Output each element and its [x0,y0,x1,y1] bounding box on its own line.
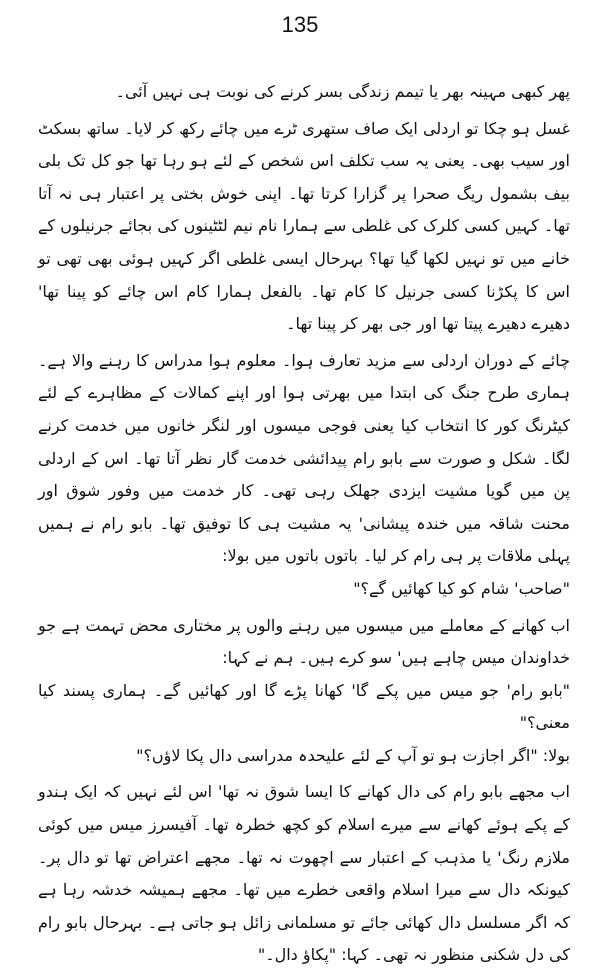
paragraph-4-quote: "صاحب' شام کو کیا کھائیں گے؟" [353,578,570,598]
paragraph-7-quote: بولا: "اگر اجازت ہو تو آپ کے لئے علیحدہ مدراسی دال پکا لاؤں؟" [136,745,570,765]
paragraph-8: اب مجھے بابو رام کی دال کھانے کا ایسا شوق نہ تھا' اس لئے نہیں کہ ایک ہندو کے پکے ہوئے کھانے سے میرے اسلام کو کچھ خطرہ تھا۔ آفیسرز میس میں کوئی ملازم رنگ' یا مذہب کے اعتبار سے اچھوت نہ تھا۔ مجھے اعتراض تھا تو دال پر۔ کیونکہ دال سے میرا اسلام واقعی خطرے میں تھا۔ مجھے ہمیشہ خدشہ رہا ہے کہ اگر مسلسل دال کھائی جائے تو مسلمانی زائل ہو جاتی ہے۔ بہرحال بابو رام کی دل شکنی منظور نہ تھی۔ کہا: "پکاؤ دال۔" [38,782,570,965]
paragraph-1: پھر کبھی مہینہ بھر یا تیمم زندگی بسر کرنے کی نوبت ہی نہیں آئی۔ [115,82,570,101]
paragraph-2: غسل ہو چکا تو اردلی ایک صاف ستھری ٹرے میں چائے رکھ کر لایا۔ ساتھ بسکٹ اور سیب بھی۔ یعنی یہ سب تکلف اس شخص کے لئے ہو رہا تھا جو کل تک بلی بیف بشمول ریگ صحرا پر گزارا کرتا تھا۔ اپنی خوش بختی پر اعتبار ہی نہ آتا تھا۔ کہیں کسی کلرک کی غلطی سے ہمارا نام نیم لٹٹینوں کی بجائے جرنیلوں کے خانے میں تو نہیں لکھا گیا تھا؟ بہرحال ایسی غلطی اگر کہیں ہوئی بھی تھی تو اس کا پکڑنا کسی جرنیل کا کام تھا۔ بالفعل ہمارا کام اس چائے کو پینا تھا' دھیرے دھیرے پیتا تھا اور جی بھر کر پینا تھا۔ [38,118,570,334]
body-text [38,76,570,972]
page-number: 135 [281,12,319,37]
paragraph-6-quote: "بابو رام' جو میس میں پکے گا' کھانا پڑے گا اور کھائیں گے۔ ہماری پسند کیا معنی؟" [38,680,570,733]
paragraph-5: اب کھانے کے معاملے میں میسوں میں رہنے والوں پر مختاری محض تہمت ہے جو خداوندان میس چاہے ہیں' سو کرے ہیں۔ ہم نے کہا: [38,615,570,668]
paragraph-3: چائے کے دوران اردلی سے مزید تعارف ہوا۔ معلوم ہوا مدراس کا رہنے والا ہے۔ ہماری طرح جنگ کی ابتدا میں بھرتی ہوا اور اپنے کمالات کے مظاہرے کے لئے کیٹرنگ کور کا انتخاب کیا یعنی فوجی میسوں اور لنگر خانوں میں خدمت کرنے لگا۔ شکل و صورت سے بابو رام پیدائشی خدمت گار نظر آتا تھا۔ اس کے اردلی پن میں گویا مشیت ایزدی جھلک رہی تھی۔ کار خدمت میں وفور شوق اور محنت شاقہ میں خندہ پیشانی' یہ مشیت ہی کا توفیق تھا۔ بابو رام نے ہمیں پہلی ملاقات پر ہی رام کر لیا۔ باتوں باتوں میں بولا: [38,350,570,566]
